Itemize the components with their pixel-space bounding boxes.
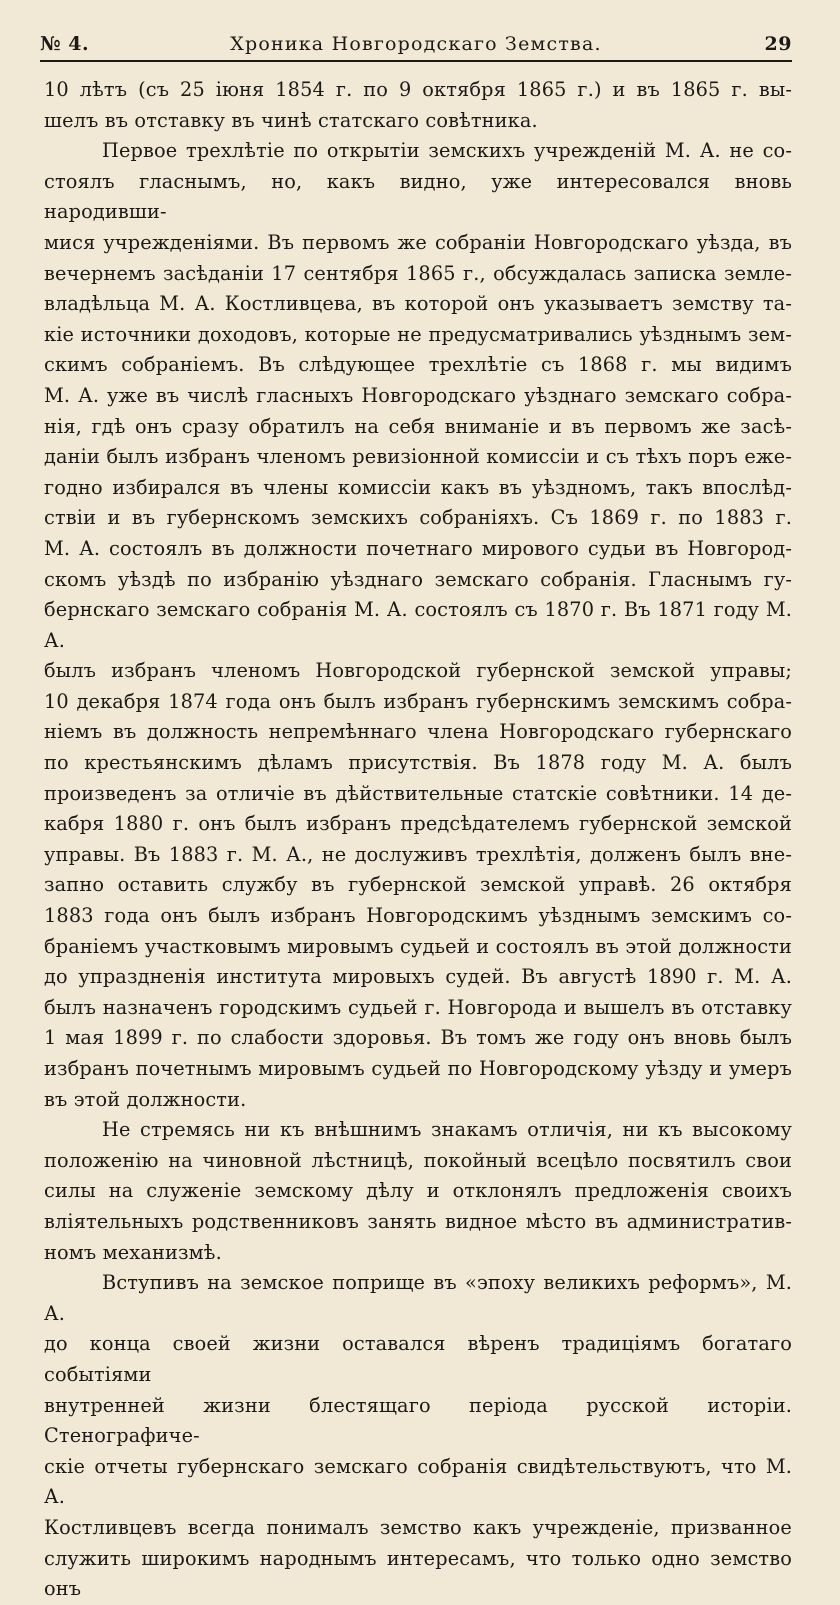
text-line: до упраздненія института мировыхъ судей. Въ августѣ 1890 г. М. А. xyxy=(44,965,792,989)
text-line: даніи былъ избранъ членомъ ревизіонной комиссіи и съ тѣхъ поръ еже- xyxy=(44,445,792,469)
text-line: внутренней жизни блестящаго періода русской исторіи. Стенографиче- xyxy=(44,1393,792,1448)
text-line: положенію на чиновной лѣстницѣ, покойный всецѣло посвятилъ свои xyxy=(44,1148,792,1172)
text-line: вечернемъ засѣданіи 17 сентября 1865 г., обсуждалась записка земле- xyxy=(44,261,792,285)
text-line: избранъ почетнымъ мировымъ судьей по Новгородскому уѣзду и умеръ xyxy=(44,1057,792,1080)
text-line: М. А. уже въ числѣ гласныхъ Новгородскаго уѣзднаго земскаго собра- xyxy=(44,383,792,407)
header-rule xyxy=(40,60,792,62)
text-line: нія, гдѣ онъ сразу обратилъ на себя вниманіе и въ первомъ же засѣ- xyxy=(44,414,792,438)
text-line: въ этой должности. xyxy=(44,1087,247,1111)
text-line: 10 декабря 1874 года онъ былъ избранъ губернскимъ земскимъ собра- xyxy=(44,689,792,713)
text-line: по крестьянскимъ дѣламъ присутствія. Въ 1878 году М. А. былъ xyxy=(44,751,792,775)
text-line: кабря 1880 г. онъ былъ избранъ предсѣдателемъ губернской земской xyxy=(44,812,792,836)
text-line: управы. Въ 1883 г. М. А., не дослуживъ трехлѣтія, долженъ былъ вне- xyxy=(44,842,792,866)
text-line: Вступивъ на земское поприще въ «эпоху великихъ реформъ», М. А. xyxy=(44,1271,792,1325)
text-line: вліятельныхъ родственниковъ занять видное мѣсто въ административ- xyxy=(44,1209,792,1233)
text-line: скимъ собраніемъ. Въ слѣдующее трехлѣтіе съ 1868 г. мы видимъ xyxy=(44,353,792,377)
text-line: произведенъ за отличіе въ дѣйствительные статскіе совѣтники. 14 де- xyxy=(44,781,792,805)
text-line: силы на служеніе земскому дѣлу и отклонялъ предложенія своихъ xyxy=(44,1179,792,1203)
text-line: номъ механизмѣ. xyxy=(44,1240,222,1264)
text-line: скіе отчеты губернскаго земскаго собранія свидѣтельствуютъ, что М. А. xyxy=(44,1454,792,1509)
page-number: 29 xyxy=(764,33,792,55)
text-line: мися учрежденіями. Въ первомъ же собраніи Новгородскаго уѣзда, въ xyxy=(44,230,792,254)
text-line: 1883 года онъ былъ избранъ Новгородскимъ уѣзднымъ земскимъ со- xyxy=(44,904,792,928)
text-line: до конца своей жизни оставался вѣренъ традиціямъ богатаго событіями xyxy=(44,1332,792,1386)
text-line: стоялъ гласнымъ, но, какъ видно, уже интересовался вновь народивши- xyxy=(44,169,792,224)
text-line: служить широкимъ народнымъ интересамъ, что только одно земство онъ xyxy=(44,1546,792,1601)
text-line: Костливцевъ всегда понималъ земство какъ учрежденіе, призванное xyxy=(44,1515,792,1539)
text-line: 1 мая 1899 г. по слабости здоровья. Въ томъ же году онъ вновь былъ xyxy=(44,1026,792,1050)
running-title: Хроника Новгородскаго Земства. xyxy=(230,33,602,55)
text-line: ніемъ въ должность непремѣннаго члена Новгородскаго губернскаго xyxy=(44,720,792,744)
text-line: ствіи и въ губернскомъ земскихъ собраніяхъ. Съ 1869 г. по 1883 г. xyxy=(44,506,792,530)
text-line: Не стремясь ни къ внѣшнимъ знакамъ отличія, ни къ высокому xyxy=(102,1118,792,1142)
text-line: Первое трехлѣтіе по открытіи земскихъ учрежденій М. А. не со- xyxy=(102,139,792,163)
text-line: былъ назначенъ городскимъ судьей г. Новгорода и вышелъ въ отставку xyxy=(44,995,792,1019)
text-line: М. А. состоялъ въ должности почетнаго мирового судьи въ Новгород- xyxy=(44,536,792,560)
body-text xyxy=(44,75,792,1605)
text-line: 10 лѣтъ (съ 25 іюня 1854 г. по 9 октября 1865 г.) и въ 1865 г. вы- xyxy=(44,78,792,101)
text-line: владѣльца М. А. Костливцева, въ которой онъ указываетъ земству та- xyxy=(44,292,792,316)
text-line: шелъ въ отставку въ чинѣ статскаго совѣтника. xyxy=(44,108,538,132)
text-line: былъ избранъ членомъ Новгородской губернской земской управы; xyxy=(44,659,792,683)
text-line: скомъ уѣздѣ по избранію уѣзднаго земскаго собранія. Гласнымъ гу- xyxy=(44,567,792,591)
text-line: кіе источники доходовъ, которые не предусматривались уѣзднымъ зем- xyxy=(44,322,792,346)
issue-number: № 4. xyxy=(40,33,90,55)
text-line: браніемъ участковымъ мировымъ судьей и состоялъ въ этой должности xyxy=(44,934,792,958)
text-line: бернскаго земскаго собранія М. А. состоялъ съ 1870 г. Въ 1871 году М. А. xyxy=(44,598,792,652)
text-line: запно оставить службу въ губернской земской управѣ. 26 октября xyxy=(44,873,792,897)
running-header xyxy=(40,26,792,62)
text-line: годно избирался въ члены комиссіи какъ въ уѣздномъ, такъ впослѣд- xyxy=(44,475,792,499)
